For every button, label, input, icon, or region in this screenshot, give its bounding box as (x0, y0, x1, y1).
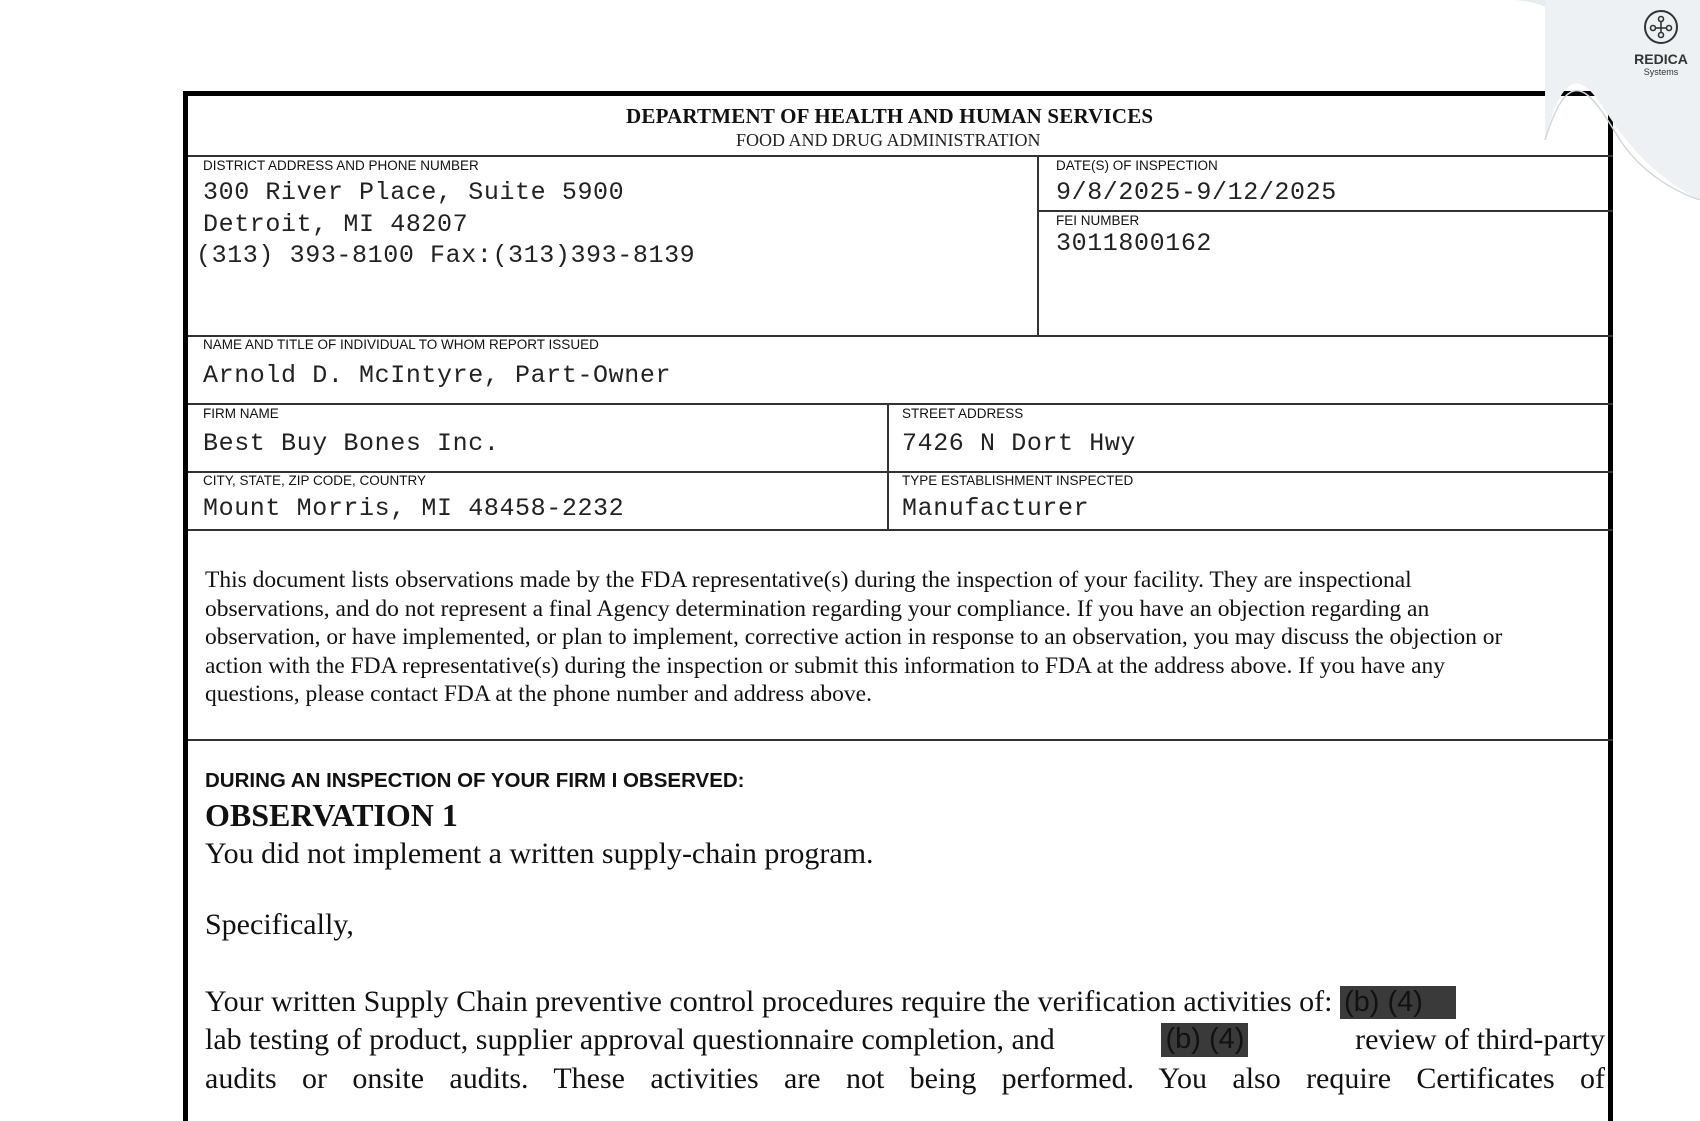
fei-label: FEI NUMBER (1056, 213, 1140, 228)
paragraph-text: review of third-party (1355, 1023, 1605, 1056)
paragraph-text: Your written Supply Chain preventive control procedures require the verification activities of: (205, 985, 1333, 1018)
redica-logo-corner (1510, 0, 1700, 200)
individual-label: NAME AND TITLE OF INDIVIDUAL TO WHOM REPORT ISSUED (203, 337, 599, 352)
district-phone: (313) 393-8100 Fax:(313)393-8139 (196, 241, 696, 270)
establishment-label: TYPE ESTABLISHMENT INSPECTED (902, 473, 1134, 488)
notice-line: observation, or have implemented, or plan to implement, corrective action in response to an observation, you may discuss the objection or (205, 624, 1503, 651)
department-title: DEPARTMENT OF HEALTH AND HUMAN SERVICES (626, 104, 1154, 128)
observation-title: OBSERVATION 1 (205, 797, 458, 833)
agency-title: FOOD AND DRUG ADMINISTRATION (736, 130, 1041, 150)
observation-summary: You did not implement a written supply-chain program. (205, 837, 874, 870)
redaction-box: (b) (4) (1340, 986, 1456, 1019)
establishment-value: Manufacturer (902, 494, 1090, 523)
redica-logo-text: REDICA (1634, 51, 1688, 67)
notice-line: This document lists observations made by the FDA representative(s) during the inspection of your facility. They are inspectional (205, 567, 1412, 593)
street-address-value: 7426 N Dort Hwy (902, 429, 1137, 458)
notice-paragraph (205, 566, 1605, 709)
firm-name-label: FIRM NAME (203, 406, 279, 421)
notice-line: observations, and do not represent a final Agency determination regarding your compliance. If you have an objection regarding an (205, 595, 1430, 622)
district-address-line1: 300 River Place, Suite 5900 (203, 178, 625, 207)
fei-value: 3011800162 (1056, 229, 1213, 258)
observation-paragraph-line2 (205, 1023, 1605, 1057)
district-address-line2: Detroit, MI 48207 (203, 210, 469, 239)
notice-line: action with the FDA representative(s) during the inspection or submit this information to FDA at the address above. If you have any (205, 652, 1446, 679)
inspection-dates-label: DATE(S) OF INSPECTION (1056, 158, 1218, 173)
fda-483-form (183, 91, 1613, 1121)
firm-name-value: Best Buy Bones Inc. (203, 429, 500, 458)
observation-specifically: Specifically, (205, 908, 354, 941)
city-value: Mount Morris, MI 48458-2232 (203, 494, 625, 523)
observations-intro: DURING AN INSPECTION OF YOUR FIRM I OBSERVED: (205, 769, 745, 792)
inspection-dates-value: 9/8/2025-9/12/2025 (1056, 178, 1337, 207)
redica-logo-subtext: Systems (1643, 67, 1679, 77)
paragraph-text: lab testing of product, supplier approval questionnaire completion, and (205, 1023, 1055, 1056)
observation-paragraph-line3: audits or onsite audits. These activities are not being performed. You also require Certificates of (205, 1062, 1605, 1095)
individual-value: Arnold D. McIntyre, Part-Owner (203, 361, 672, 390)
observation-paragraph-line1 (205, 985, 1456, 1019)
district-label: DISTRICT ADDRESS AND PHONE NUMBER (203, 158, 479, 173)
redaction-box: (b) (4) (1161, 1023, 1248, 1057)
notice-line: questions, please contact FDA at the phone number and address above. (205, 681, 872, 708)
street-address-label: STREET ADDRESS (902, 406, 1024, 421)
city-label: CITY, STATE, ZIP CODE, COUNTRY (203, 473, 427, 488)
